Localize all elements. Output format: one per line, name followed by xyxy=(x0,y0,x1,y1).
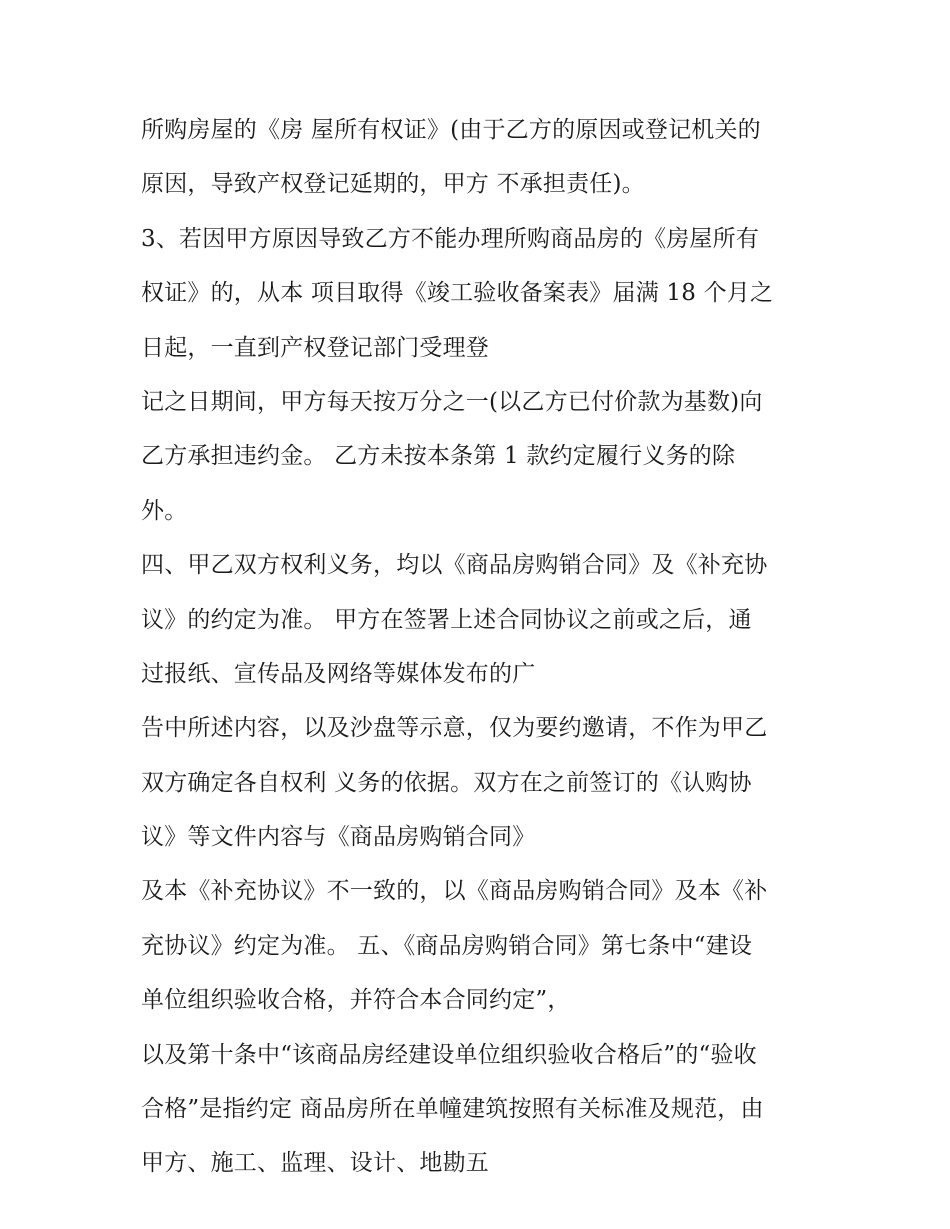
text-line: 以及第十条中“该商品房经建设单位组织验收合格后”的“验收 xyxy=(141,1041,757,1068)
text-line: 四、甲乙双方权利义务，均以《商品房购销合同》及《补充协 xyxy=(141,552,768,579)
text-line: 乙方承担违约金。 乙方未按本条第 1 款约定履行义务的除 xyxy=(141,443,736,470)
body-text xyxy=(141,108,841,1196)
text-line: 权证》的，从本 项目取得《竣工验收备案表》届满 18 个月之 xyxy=(141,280,774,307)
text-line: 及本《补充协议》不一致的，以《商品房购销合同》及本《补 xyxy=(141,878,768,905)
text-line: 议》等文件内容与《商品房购销合同》 xyxy=(141,824,536,851)
text-line: 过报纸、宣传品及网络等媒体发布的广 xyxy=(141,660,536,687)
text-line: 日起，一直到产权登记部门受理登 xyxy=(141,334,489,361)
text-line: 记之日期间，甲方每天按万分之一(以乙方已付价款为基数)向 xyxy=(141,388,763,415)
text-line: 双方确定各自权利 义务的依据。双方在之前签订的《认购协 xyxy=(141,769,752,796)
text-line: 外。 xyxy=(141,497,188,524)
text-line: 单位组织验收合格，并符合本合同约定”， xyxy=(141,987,571,1014)
text-line: 3、若因甲方原因导致乙方不能办理所购商品房的《房屋所有 xyxy=(141,225,760,252)
text-line: 告中所述内容，以及沙盘等示意，仅为要约邀请，不作为甲乙 xyxy=(141,715,768,742)
text-line: 充协议》约定为准。 五、《商品房购销合同》第七条中“建设 xyxy=(141,932,753,959)
text-line: 原因，导致产权登记延期的，甲方 不承担责任)。 xyxy=(141,171,645,198)
text-line: 议》的约定为准。 甲方在签署上述合同协议之前或之后，通 xyxy=(141,606,752,633)
text-line: 甲方、施工、监理、设计、地勘五 xyxy=(141,1150,489,1177)
text-line: 合格”是指约定 商品房所在单幢建筑按照有关标准及规范，由 xyxy=(141,1096,764,1123)
text-line: 所购房屋的《房 屋所有权证》(由于乙方的原因或登记机关的 xyxy=(141,117,761,143)
